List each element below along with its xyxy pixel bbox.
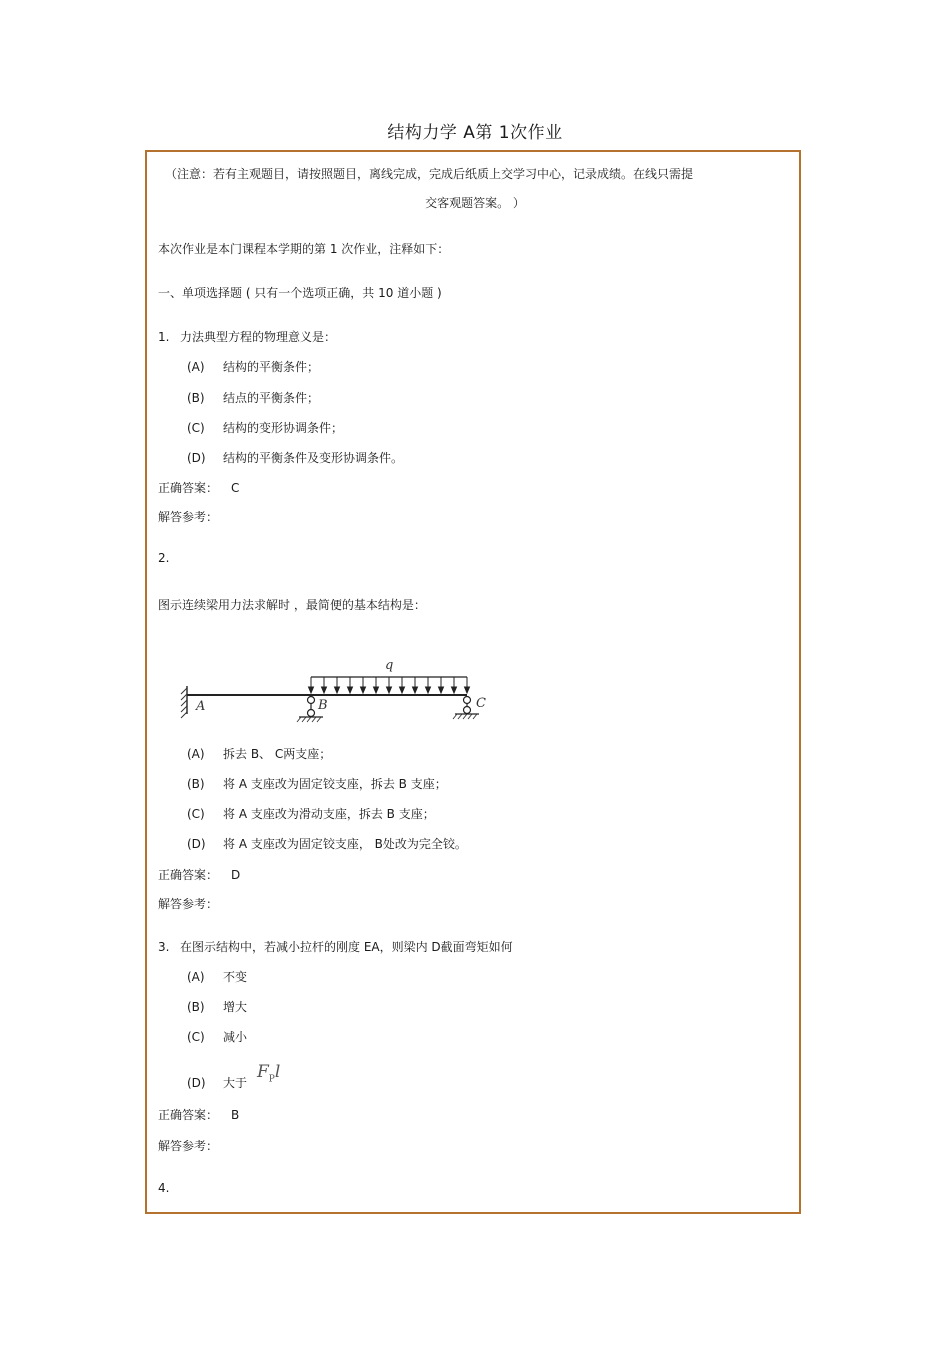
q3-option-b-text: 增大 xyxy=(223,1000,248,1014)
q3-stem: 在图示结构中，若减小拉杆的刚度 EA，则梁内 D截面弯矩如何 xyxy=(180,940,513,954)
q1-option-c-text: 结构的变形协调条件； xyxy=(223,421,344,435)
q3-reference-label: 解答参考： xyxy=(158,1139,219,1153)
q3-option-b-label[interactable]: (B) xyxy=(187,1000,205,1014)
formula-sub-p: P xyxy=(268,1074,275,1085)
q2-stem: 图示连续梁用力法求解时 ，最简便的基本结构是： xyxy=(158,598,426,612)
section-heading: 一、单项选择题 ( 只有一个选项正确，共 10 道小题 ) xyxy=(158,286,442,300)
notice-line-2: 交客观题答案。 ） xyxy=(425,196,525,210)
q1-option-d-text: 结构的平衡条件及变形协调条件。 xyxy=(223,451,404,465)
q1-option-d-label[interactable]: (D) xyxy=(187,451,206,465)
q3-option-a-label[interactable]: (A) xyxy=(187,970,205,984)
q2-option-d-label[interactable]: (D) xyxy=(187,837,206,851)
intro-text: 本次作业是本门课程本学期的第 1 次作业，注释如下： xyxy=(158,242,450,256)
q2-option-d-text: 将 A 支座改为固定铰支座， B处改为完全铰。 xyxy=(223,837,467,851)
q2-option-a-text: 拆去 B、 C两支座； xyxy=(223,747,332,761)
q2-answer-value: D xyxy=(231,868,241,882)
q1-option-a-text: 结构的平衡条件； xyxy=(223,360,320,374)
q1-reference-label: 解答参考： xyxy=(158,510,219,524)
q2-option-c-text: 将 A 支座改为滑动支座，拆去 B 支座； xyxy=(223,807,435,821)
q1-number: 1. xyxy=(158,330,170,344)
fixed-wall-hatch xyxy=(181,688,187,718)
point-label-c: C xyxy=(476,696,486,711)
load-arrows xyxy=(309,677,470,693)
document-title: 结构力学 A第 1次作业 xyxy=(387,123,563,143)
q3-number: 3. xyxy=(158,940,170,954)
q2-option-b-label[interactable]: (B) xyxy=(187,777,205,791)
q3-option-c-text: 减小 xyxy=(223,1030,248,1044)
continuous-beam-figure xyxy=(178,652,498,724)
point-label-b: B xyxy=(318,698,328,713)
q2-number: 2. xyxy=(158,551,170,565)
q4-number: 4. xyxy=(158,1181,170,1195)
q2-answer-label: 正确答案： xyxy=(158,868,219,882)
formula-l: l xyxy=(274,1062,281,1082)
q2-option-b-text: 将 A 支座改为固定铰支座，拆去 B 支座； xyxy=(223,777,447,791)
q3-option-d-text: 大于 xyxy=(223,1076,248,1090)
q2-option-c-label[interactable]: (C) xyxy=(187,807,205,821)
q2-option-a-label[interactable]: (A) xyxy=(187,747,205,761)
q3-option-d-label[interactable]: (D) xyxy=(187,1076,206,1090)
notice-line-1: （注意：若有主观题目，请按照题目，离线完成，完成后纸质上交学习中心，记录成绩。在线只需提 xyxy=(165,167,694,181)
q1-stem: 力法典型方程的物理意义是： xyxy=(180,330,337,344)
q3-answer-value: B xyxy=(231,1108,240,1122)
formula-fp-l xyxy=(257,1062,280,1084)
load-label-q: q xyxy=(385,658,394,673)
q1-option-a-label[interactable]: (A) xyxy=(187,360,205,374)
q1-option-b-label[interactable]: (B) xyxy=(187,391,205,405)
q1-answer-value: C xyxy=(231,481,240,495)
q1-option-c-label[interactable]: (C) xyxy=(187,421,205,435)
q3-option-c-label[interactable]: (C) xyxy=(187,1030,205,1044)
q3-answer-label: 正确答案： xyxy=(158,1108,219,1122)
q3-option-a-text: 不变 xyxy=(223,970,248,984)
q1-option-b-text: 结点的平衡条件； xyxy=(223,391,320,405)
point-label-a: A xyxy=(196,699,206,714)
q2-reference-label: 解答参考： xyxy=(158,897,219,911)
q1-answer-label: 正确答案： xyxy=(158,481,219,495)
formula-f: F xyxy=(257,1062,269,1082)
